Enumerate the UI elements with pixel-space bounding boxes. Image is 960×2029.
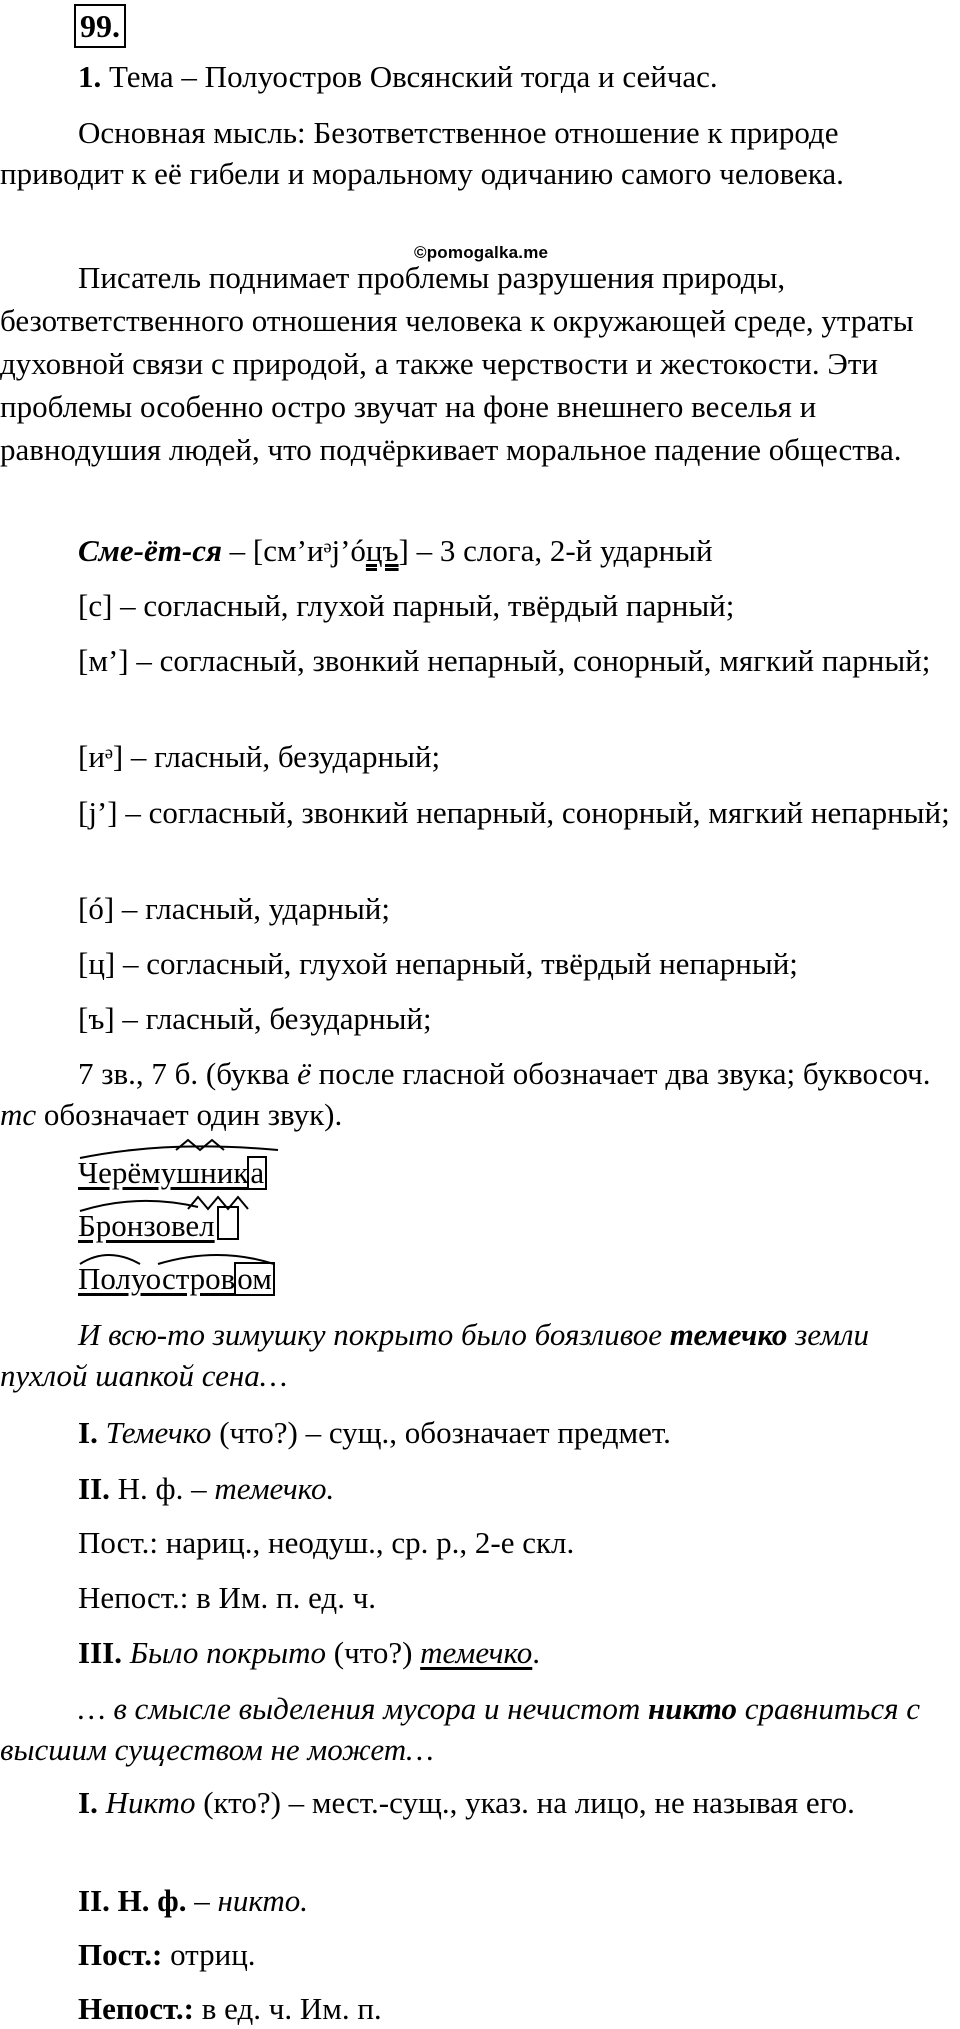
main-idea: Основная мысль: Безответственное отношение к природе приводит к её гибели и моральному одичанию самого человека.	[0, 115, 844, 191]
sound-j: [j’] – согласный, звонкий непарный, сонорный, мягкий непарный;	[78, 795, 950, 830]
count-text-a: 7 зв., 7 б. (буква	[78, 1056, 298, 1091]
sound-s: [с] – согласный, глухой парный, твёрдый парный;	[78, 588, 735, 623]
morpheme-ending: а	[247, 1156, 267, 1190]
part-i-rest: (кто?) – мест.-сущ., указ. на лицо, не называя его.	[195, 1785, 855, 1820]
count-text-c: обозначает один звук).	[36, 1097, 343, 1132]
theme-line	[0, 56, 950, 97]
phonetic-word: Сме-ёт-ся	[78, 533, 222, 568]
sound-count	[0, 1053, 950, 1135]
part-iii-subject: темечко	[420, 1635, 533, 1670]
part-i-rest: (что?) – сущ., обозначает предмет.	[211, 1415, 671, 1450]
part-i-label: I.	[78, 1415, 98, 1450]
parse-1-part-iii	[0, 1632, 950, 1673]
count-letter: ё	[297, 1056, 311, 1091]
part-ii-word: никто.	[217, 1883, 309, 1918]
part-i-word: Темечко	[105, 1415, 212, 1450]
quote-1-keyword: темечко	[669, 1317, 788, 1352]
theme-text: Тема – Полуостров Овсянский тогда и сейчас.	[109, 59, 718, 94]
morpheme-stem: Полуостров	[78, 1261, 236, 1296]
phonetic-header	[0, 530, 950, 571]
constant-label: Пост.:	[78, 1937, 163, 1972]
part-ii-text: –	[186, 1883, 218, 1918]
morpheme-stem: Черёмушник	[78, 1155, 249, 1190]
problems-paragraph: Писатель поднимает проблемы разрушения природы, безответственного отношения человека к окружающей среде, утраты духовной связи с природой, а также черствости и жестокости. Эти проблемы особенно остро звучат на фоне внешнего веселья и равнодушия людей, что подчёркивает моральное падение общества.	[0, 260, 914, 467]
count-text-b: после гласной обозначает два звука; буквосоч.	[310, 1056, 931, 1091]
quote-2-text-c: сравниться с высшим существом не может…	[0, 1691, 921, 1767]
nonconstant-value: в ед. ч. Им. п.	[193, 1991, 382, 2026]
morpheme-stem: Бронзовел	[78, 1208, 215, 1243]
part-iii-question: (что?)	[326, 1635, 421, 1670]
quote-1-text-a: И всю-то зимушку покрыто было боязливое	[78, 1317, 670, 1352]
parse-1-part-ii	[0, 1468, 950, 1509]
parse-1-constant: Пост.: нариц., неодуш., ср. р., 2-е скл.	[78, 1525, 575, 1560]
quote-2-text-a: … в смысле выделения мусора и нечистот	[78, 1691, 649, 1726]
watermark: ©pomogalka.me	[414, 243, 549, 262]
quote-1-text-c: земли пухлой шапкой сена…	[0, 1317, 869, 1393]
transcription-part-b: цъ	[365, 533, 399, 568]
part-iii-predicate: Было покрыто	[129, 1635, 327, 1670]
sound-er: [ъ] – гласный, безударный;	[78, 1001, 432, 1036]
part-i-word: Никто	[105, 1785, 196, 1820]
part-iii-label: III.	[78, 1635, 122, 1670]
exercise-number: 99.	[74, 4, 126, 48]
nonconstant-label: Непост.:	[78, 1991, 194, 2026]
transcription-part-c: ] – 3 слога, 2-й ударный	[398, 533, 713, 568]
sound-m: [м’] – согласный, звонкий непарный, сонорный, мягкий парный;	[78, 643, 931, 678]
parse-1-nonconstant: Непост.: в Им. п. ед. ч.	[78, 1580, 377, 1615]
part-i-label: I.	[78, 1785, 98, 1820]
part-ii-text: Н. ф. –	[109, 1471, 215, 1506]
quote-2	[0, 1688, 950, 1770]
part-ii-label: II.	[78, 1471, 110, 1506]
sound-o: [ó] – гласный, ударный;	[78, 891, 390, 926]
parse-2-part-i	[0, 1782, 950, 1823]
parse-2-nonconstant	[0, 1988, 950, 2029]
task-number: 1.	[78, 59, 102, 94]
parse-1-part-i	[0, 1412, 950, 1453]
quote-1	[0, 1314, 950, 1396]
morpheme-ending: ом	[234, 1262, 275, 1296]
part-iii-dot: .	[532, 1635, 541, 1670]
transcription-part-a: – [см’иᵊj’ó	[221, 533, 366, 568]
count-combo: тс	[0, 1097, 37, 1132]
root-arc	[78, 1138, 298, 1162]
sound-i: [иᵊ] – гласный, безударный;	[78, 739, 441, 774]
constant-value: отриц.	[162, 1937, 256, 1972]
sound-ts: [ц] – согласный, глухой непарный, твёрдый непарный;	[78, 946, 798, 981]
parse-2-constant	[0, 1934, 950, 1975]
part-ii-word: темечко.	[214, 1471, 335, 1506]
quote-2-keyword: никто	[648, 1691, 738, 1726]
root-arc	[78, 1191, 298, 1215]
root-arc	[78, 1244, 298, 1268]
part-ii-label: II. Н. ф.	[78, 1883, 187, 1918]
parse-2-part-ii	[0, 1880, 950, 1921]
